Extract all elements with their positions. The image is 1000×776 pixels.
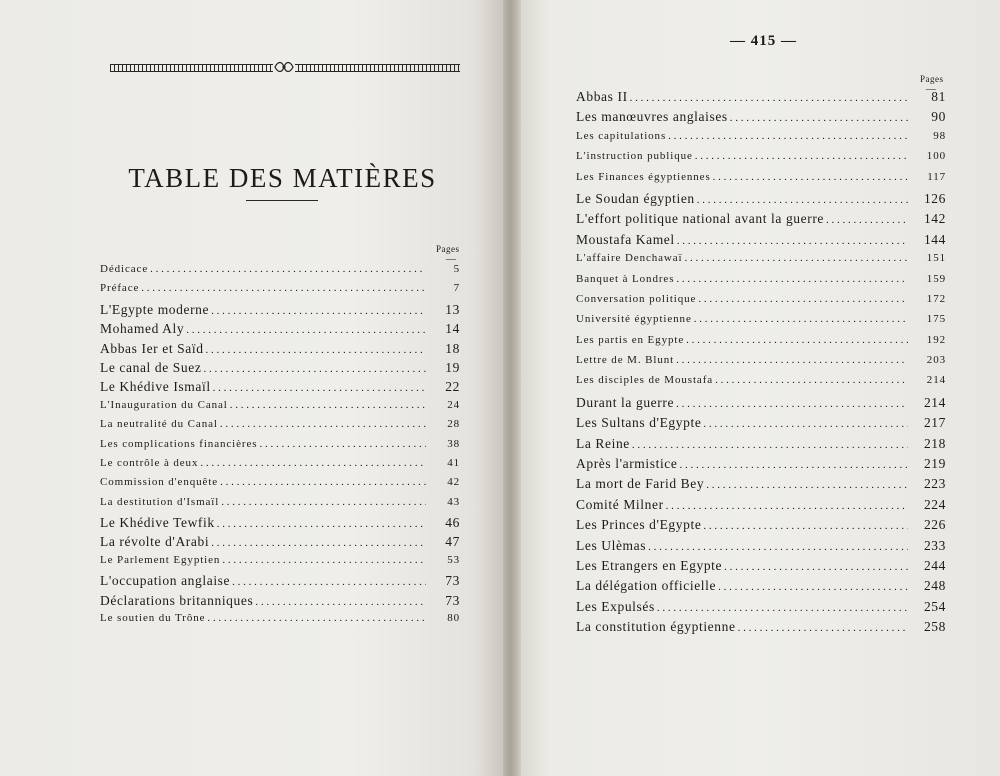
- dot-leader: [718, 581, 908, 593]
- toc-entry-title: L'Inauguration du Canal: [100, 398, 228, 411]
- toc-entry-title: Les capitulations: [576, 129, 667, 142]
- toc-entry[interactable]: [100, 418, 460, 437]
- toc-entry-page: 151: [926, 252, 946, 265]
- toc-entry-title: Les Expulsés: [576, 598, 655, 614]
- toc-entry-page: 38: [447, 437, 460, 450]
- pages-column-label: Pages: [920, 74, 944, 84]
- toc-entry-title: Le contrôle à deux: [100, 456, 199, 469]
- toc-entry-title: L'affaire Denchawaï: [576, 252, 683, 265]
- toc-entry-title: Les Sultans d'Egypte: [576, 415, 702, 431]
- dot-leader: [213, 382, 426, 394]
- toc-entry-title: Le Soudan égyptien: [576, 190, 695, 206]
- toc-entry-title: La révolte d'Arabi: [100, 534, 210, 550]
- toc-entry-page: 203: [926, 354, 946, 367]
- toc-entry-title: Abbas Ier et Saïd: [100, 340, 204, 356]
- toc-entry-title: Commission d'enquête: [100, 476, 219, 489]
- toc-entry-title: La constitution égyptienne: [576, 619, 736, 635]
- toc-entry-page: 126: [923, 190, 946, 206]
- toc-entry-page: 214: [923, 394, 946, 410]
- toc-entry-title: Déclarations britanniques: [100, 592, 254, 608]
- dot-leader: [255, 596, 426, 608]
- toc-entry[interactable]: [100, 534, 460, 553]
- dot-leader: [668, 130, 908, 142]
- dot-leader: [220, 476, 426, 488]
- toc-entry-page: 41: [447, 456, 460, 469]
- toc-entry-title: Banquet à Londres: [576, 272, 675, 285]
- toc-entry-page: 254: [923, 598, 946, 614]
- toc-entry[interactable]: [576, 599, 946, 619]
- toc-entry[interactable]: [100, 573, 460, 592]
- dot-leader: [141, 282, 426, 294]
- toc-entry-page: 100: [926, 150, 946, 163]
- dot-leader: [211, 537, 426, 549]
- dot-leader: [677, 235, 908, 247]
- page-number: — 415 —: [730, 33, 797, 49]
- dot-leader: [676, 354, 908, 366]
- dot-leader: [207, 612, 426, 624]
- dot-leader: [685, 252, 908, 264]
- toc-entry-title: Les partis en Egypte: [576, 333, 685, 346]
- toc-entry[interactable]: [576, 456, 946, 476]
- toc-entry-page: 218: [923, 435, 946, 451]
- toc-entry[interactable]: [576, 497, 946, 517]
- toc-entry-title: Moustafa Kamel: [576, 231, 675, 247]
- toc-entry-page: 42: [447, 476, 460, 489]
- toc-entry-page: 226: [923, 517, 946, 533]
- toc-entry-title: Le Parlement Egyptien: [100, 553, 221, 566]
- dot-leader: [232, 576, 426, 588]
- toc-entry-page: 144: [923, 231, 946, 247]
- toc-entry[interactable]: [100, 399, 460, 418]
- dot-leader: [221, 496, 426, 508]
- dot-leader: [703, 520, 908, 532]
- dot-leader: [259, 438, 426, 450]
- dot-leader: [730, 112, 908, 124]
- dot-leader: [724, 561, 908, 573]
- toc-entry-page: 192: [926, 333, 946, 346]
- dot-leader: [713, 171, 908, 183]
- toc-entry[interactable]: [100, 457, 460, 476]
- toc-entry-page: 47: [445, 534, 460, 550]
- toc-entry-page: 18: [445, 340, 460, 356]
- dot-leader: [738, 622, 908, 634]
- toc-entry-title: Le canal de Suez: [100, 359, 202, 375]
- toc-entry-page: 22: [445, 379, 460, 395]
- toc-entry-page: 142: [923, 211, 946, 227]
- toc-entry-title: L'effort politique national avant la guerre: [576, 211, 825, 227]
- toc-entry-page: 14: [445, 321, 460, 337]
- toc-entry-page: 46: [445, 515, 460, 531]
- toc-entry-page: 90: [931, 109, 946, 125]
- toc-entry[interactable]: [576, 436, 946, 456]
- toc-entry-page: 214: [926, 374, 946, 387]
- toc-entry-title: L'occupation anglaise: [100, 573, 231, 589]
- toc-list-left: [100, 263, 460, 631]
- toc-entry[interactable]: [576, 578, 946, 598]
- toc-entry-title: Le Khédive Ismaïl: [100, 379, 211, 395]
- dot-leader: [211, 305, 426, 317]
- toc-entry[interactable]: [576, 293, 946, 313]
- dot-leader: [230, 399, 426, 411]
- dot-leader: [648, 541, 908, 553]
- toc-entry-title: Université égyptienne: [576, 313, 692, 326]
- toc-entry-page: 258: [923, 619, 946, 635]
- toc-entry[interactable]: [576, 313, 946, 333]
- toc-entry-title: Durant la guerre: [576, 394, 675, 410]
- dot-leader: [220, 418, 426, 430]
- toc-entry[interactable]: [100, 496, 460, 515]
- dot-leader: [679, 459, 908, 471]
- toc-entry-title: Préface: [100, 282, 140, 295]
- toc-entry-page: 233: [923, 537, 946, 553]
- toc-entry-page: 73: [445, 592, 460, 608]
- toc-entry[interactable]: [100, 554, 460, 573]
- toc-entry[interactable]: [576, 395, 946, 415]
- toc-entry[interactable]: [576, 171, 946, 191]
- dot-leader: [186, 324, 426, 336]
- toc-entry[interactable]: [576, 109, 946, 129]
- toc-entry-page: 159: [926, 272, 946, 285]
- toc-entry[interactable]: [576, 130, 946, 150]
- dot-leader: [630, 92, 908, 104]
- toc-entry[interactable]: [576, 89, 946, 109]
- dot-leader: [676, 273, 908, 285]
- toc-entry[interactable]: [100, 612, 460, 631]
- toc-entry[interactable]: [576, 273, 946, 293]
- dot-leader: [715, 374, 908, 386]
- dot-leader: [632, 439, 908, 451]
- toc-entry-page: 217: [923, 415, 946, 431]
- toc-entry-title: Le soutien du Trône: [100, 612, 206, 625]
- toc-entry-title: Les manœuvres anglaises: [576, 109, 728, 125]
- toc-entry-page: 28: [447, 418, 460, 431]
- toc-entry[interactable]: [100, 476, 460, 495]
- toc-entry[interactable]: [100, 593, 460, 612]
- toc-entry-title: Conversation politique: [576, 292, 697, 305]
- toc-entry-title: Les Etrangers en Egypte: [576, 557, 723, 573]
- toc-entry-title: Les Princes d'Egypte: [576, 517, 702, 533]
- toc-entry-title: L'Egypte moderne: [100, 301, 210, 317]
- toc-entry-page: 53: [447, 553, 460, 566]
- toc-entry[interactable]: [576, 191, 946, 211]
- toc-entry-title: Dédicace: [100, 263, 149, 275]
- toc-entry-page: 219: [923, 456, 946, 472]
- toc-entry[interactable]: [100, 263, 460, 282]
- dot-leader: [206, 344, 426, 356]
- dot-leader: [676, 398, 908, 410]
- page-title: TABLE DES MATIÈRES: [128, 163, 437, 194]
- toc-entry[interactable]: [100, 360, 460, 379]
- ornamental-rule-icon: [110, 60, 460, 74]
- toc-entry[interactable]: [576, 619, 946, 639]
- toc-entry-title: La Reine: [576, 435, 630, 451]
- toc-entry-title: La mort de Farid Bey: [576, 476, 705, 492]
- toc-entry-page: 19: [445, 359, 460, 375]
- toc-entry[interactable]: [576, 415, 946, 435]
- pages-column-dash: —: [446, 254, 456, 265]
- toc-entry[interactable]: [576, 150, 946, 170]
- dot-leader: [694, 313, 908, 325]
- toc-entry[interactable]: [576, 354, 946, 374]
- dot-leader: [222, 554, 426, 566]
- toc-entry[interactable]: [100, 321, 460, 340]
- pages-column-label: Pages: [436, 244, 460, 254]
- dot-leader: [203, 363, 426, 375]
- toc-entry[interactable]: [100, 341, 460, 360]
- title-divider: [246, 200, 318, 201]
- dot-leader: [695, 150, 908, 162]
- dot-leader: [200, 457, 426, 469]
- toc-entry-title: Après l'armistice: [576, 456, 678, 472]
- dot-leader: [706, 479, 908, 491]
- dot-leader: [697, 194, 908, 206]
- toc-entry-page: 24: [447, 398, 460, 411]
- toc-entry[interactable]: [576, 252, 946, 272]
- toc-entry-page: 43: [447, 495, 460, 508]
- dot-leader: [698, 293, 908, 305]
- dot-leader: [657, 602, 908, 614]
- toc-entry[interactable]: [100, 302, 460, 321]
- toc-entry[interactable]: [576, 334, 946, 354]
- toc-entry-page: 224: [923, 496, 946, 512]
- toc-entry-title: La destitution d'Ismaïl: [100, 495, 220, 508]
- toc-entry-page: 13: [445, 301, 460, 317]
- dot-leader: [666, 500, 908, 512]
- toc-entry-title: Lettre de M. Blunt: [576, 354, 675, 367]
- toc-entry[interactable]: [576, 558, 946, 578]
- toc-entry-page: 81: [931, 89, 946, 104]
- dot-leader: [217, 518, 426, 530]
- toc-entry-title: Mohamed Aly: [100, 321, 185, 337]
- toc-entry[interactable]: [576, 476, 946, 496]
- toc-entry-page: 223: [923, 476, 946, 492]
- toc-entry[interactable]: [576, 374, 946, 394]
- toc-entry-title: Les Ulèmas: [576, 537, 647, 553]
- toc-entry[interactable]: [576, 211, 946, 231]
- toc-list-right: [576, 89, 946, 640]
- dot-leader: [686, 334, 908, 346]
- toc-entry-page: 172: [926, 292, 946, 305]
- toc-entry[interactable]: [576, 538, 946, 558]
- toc-entry-title: Les Finances égyptiennes: [576, 170, 711, 183]
- toc-entry-title: La neutralité du Canal: [100, 418, 218, 431]
- toc-entry-title: Les disciples de Moustafa: [576, 374, 714, 387]
- toc-entry-title: La délégation officielle: [576, 578, 717, 594]
- toc-entry-page: 248: [923, 578, 946, 594]
- toc-entry-page: 5: [453, 263, 460, 275]
- toc-entry-page: 117: [927, 170, 946, 183]
- toc-entry[interactable]: [100, 438, 460, 457]
- toc-entry-title: Comité Milner: [576, 496, 664, 512]
- dot-leader: [703, 418, 908, 430]
- toc-entry[interactable]: [576, 232, 946, 252]
- toc-entry-page: 244: [923, 557, 946, 573]
- toc-entry-page: 98: [933, 129, 946, 142]
- toc-entry-title: Les complications financières: [100, 437, 258, 450]
- toc-entry-page: 175: [926, 313, 946, 326]
- dot-leader: [150, 263, 426, 275]
- pages-column-dash: —: [926, 84, 936, 95]
- book-gutter: [503, 0, 523, 776]
- toc-entry[interactable]: [100, 515, 460, 534]
- toc-entry-title: Le Khédive Tewfik: [100, 515, 215, 531]
- toc-entry-title: Abbas II: [576, 89, 628, 104]
- toc-entry-page: 73: [445, 573, 460, 589]
- dot-leader: [826, 214, 908, 226]
- toc-entry-title: L'instruction publique: [576, 150, 693, 163]
- toc-entry[interactable]: [100, 282, 460, 301]
- toc-entry[interactable]: [100, 379, 460, 398]
- toc-entry[interactable]: [576, 517, 946, 537]
- toc-entry-page: 80: [447, 612, 460, 625]
- toc-entry-page: 7: [453, 282, 460, 295]
